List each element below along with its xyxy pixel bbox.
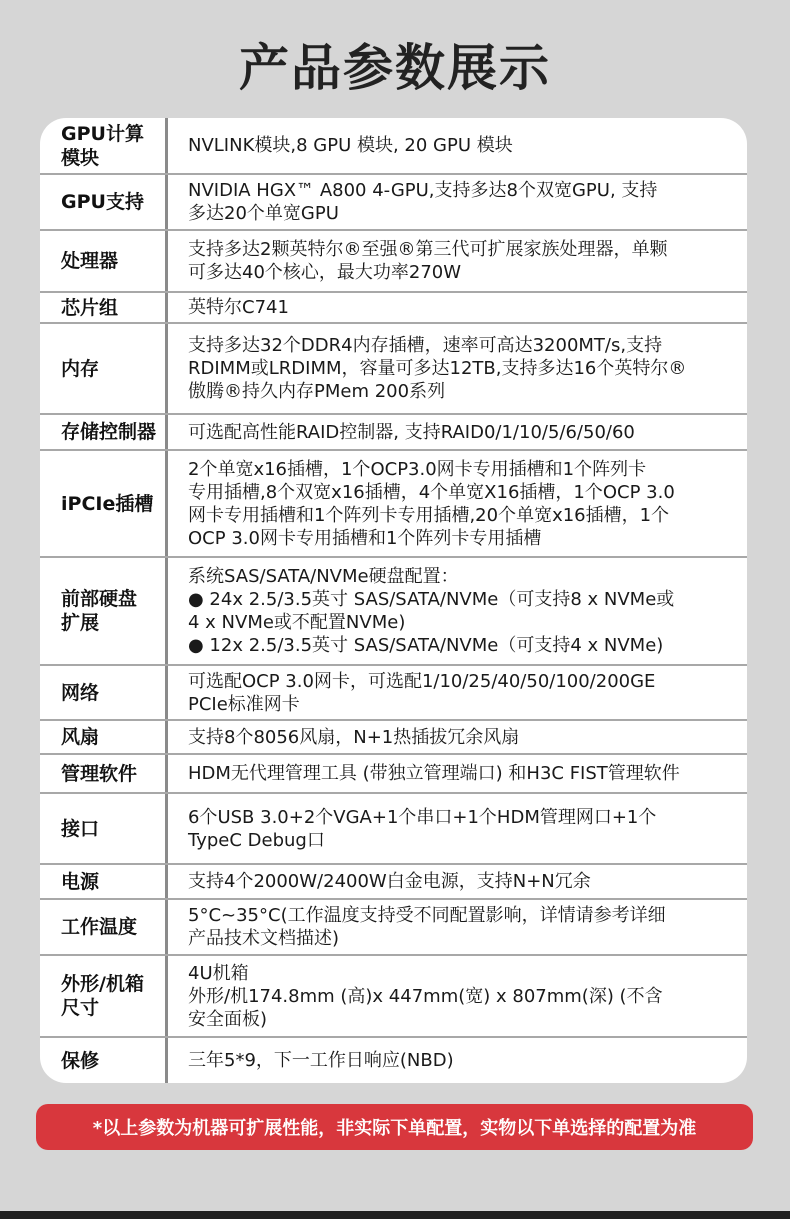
spec-value: 支持4个2000W/2400W白金电源，支持N+N冗余 bbox=[188, 871, 591, 892]
spec-row bbox=[40, 666, 747, 719]
spec-row bbox=[40, 956, 747, 1036]
spec-label: 芯片组 bbox=[61, 296, 119, 319]
spec-row bbox=[40, 118, 747, 173]
spec-label: 存储控制器 bbox=[61, 421, 157, 443]
spec-value: 支持多达2颗英特尔®至强®第三代可扩展家族处理器，单颗 可多达40个核心，最大功率270W bbox=[188, 239, 668, 283]
spec-row bbox=[40, 324, 747, 413]
spec-value: 4U机箱 外形/机174.8mm (高)x 447mm(宽) x 807mm(深) (不含 安全面板) bbox=[188, 962, 663, 1030]
spec-value: 2个单宽x16插槽，1个OCP3.0网卡专用插槽和1个阵列卡 专用插槽,8个双宽x16插槽，4个单宽X16插槽，1个OCP 3.0 网卡专用插槽和1个阵列卡专用插槽,20个单宽x16插槽，1个 OCP 3.0网卡专用插槽和1个阵列卡专用插槽 bbox=[188, 458, 675, 549]
disclaimer-banner: *以上参数为机器可扩展性能，非实际下单配置，实物以下单选择的配置为准 bbox=[36, 1104, 753, 1150]
spec-label: 工作温度 bbox=[61, 916, 138, 938]
spec-label: 管理软件 bbox=[61, 762, 138, 785]
spec-label: 接口 bbox=[61, 817, 100, 840]
spec-label: 处理器 bbox=[61, 250, 119, 272]
spec-value: NVIDIA HGX™ A800 4-GPU,支持多达8个双宽GPU, 支持 多达20个单宽GPU bbox=[188, 180, 658, 224]
spec-row bbox=[40, 415, 747, 449]
spec-row bbox=[40, 900, 747, 954]
spec-label: 保修 bbox=[61, 1049, 100, 1072]
spec-value: 可选配高性能RAID控制器, 支持RAID0/1/10/5/6/50/60 bbox=[188, 421, 635, 443]
spec-value: 三年5*9，下一工作日响应(NBD) bbox=[188, 1050, 454, 1071]
spec-row bbox=[40, 293, 747, 322]
spec-row bbox=[40, 1038, 747, 1083]
spec-row bbox=[40, 175, 747, 229]
spec-table bbox=[40, 118, 747, 1083]
spec-label: 前部硬盘 扩展 bbox=[61, 588, 138, 634]
spec-row bbox=[40, 755, 747, 792]
spec-value: HDM无代理管理工具 (带独立管理端口) 和H3C FIST管理软件 bbox=[188, 763, 680, 784]
spec-label: GPU计算 模块 bbox=[61, 122, 144, 169]
spec-value: 支持多达32个DDR4内存插槽，速率可高达3200MT/s,支持 RDIMM或LRDIMM，容量可多达12TB,支持多达16个英特尔® 傲腾®持久内存PMem 200系列 bbox=[188, 335, 687, 402]
spec-label: GPU支持 bbox=[61, 191, 144, 213]
spec-label: 网络 bbox=[61, 681, 100, 704]
page-title: 产品参数展示 bbox=[239, 39, 551, 97]
spec-label: 电源 bbox=[61, 870, 100, 893]
spec-label: iPCIe插槽 bbox=[61, 492, 154, 515]
spec-row bbox=[40, 794, 747, 863]
spec-row bbox=[40, 865, 747, 898]
spec-value: 可选配OCP 3.0网卡，可选配1/10/25/40/50/100/200GE PCIe标准网卡 bbox=[188, 670, 656, 715]
spec-value: 系统SAS/SATA/NVMe硬盘配置： ● 24x 2.5/3.5英寸 SAS/SATA/NVMe（可支持8 x NVMe或 4 x NVMe或不配置NVMe) ● 12x 2.5/3.5英寸 SAS/SATA/NVMe（可支持4 x NVMe) bbox=[188, 566, 675, 656]
spec-value: 支持8个8056风扇，N+1热插拔冗余风扇 bbox=[188, 726, 520, 748]
spec-row bbox=[40, 721, 747, 753]
spec-row bbox=[40, 558, 747, 664]
spec-label: 风扇 bbox=[61, 726, 100, 748]
spec-value: 英特尔C741 bbox=[188, 297, 289, 318]
spec-row bbox=[40, 451, 747, 556]
bottom-bar bbox=[0, 1211, 790, 1219]
spec-value: 5°C~35°C(工作温度支持受不同配置影响，详情请参考详细 产品技术文档描述) bbox=[188, 905, 666, 949]
spec-value: NVLINK模块,8 GPU 模块, 20 GPU 模块 bbox=[188, 135, 513, 156]
spec-label: 外形/机箱 尺寸 bbox=[61, 973, 144, 1019]
spec-value: 6个USB 3.0+2个VGA+1个串口+1个HDM管理网口+1个 TypeC Debug口 bbox=[188, 806, 657, 851]
spec-label: 内存 bbox=[61, 357, 100, 380]
spec-row bbox=[40, 231, 747, 291]
